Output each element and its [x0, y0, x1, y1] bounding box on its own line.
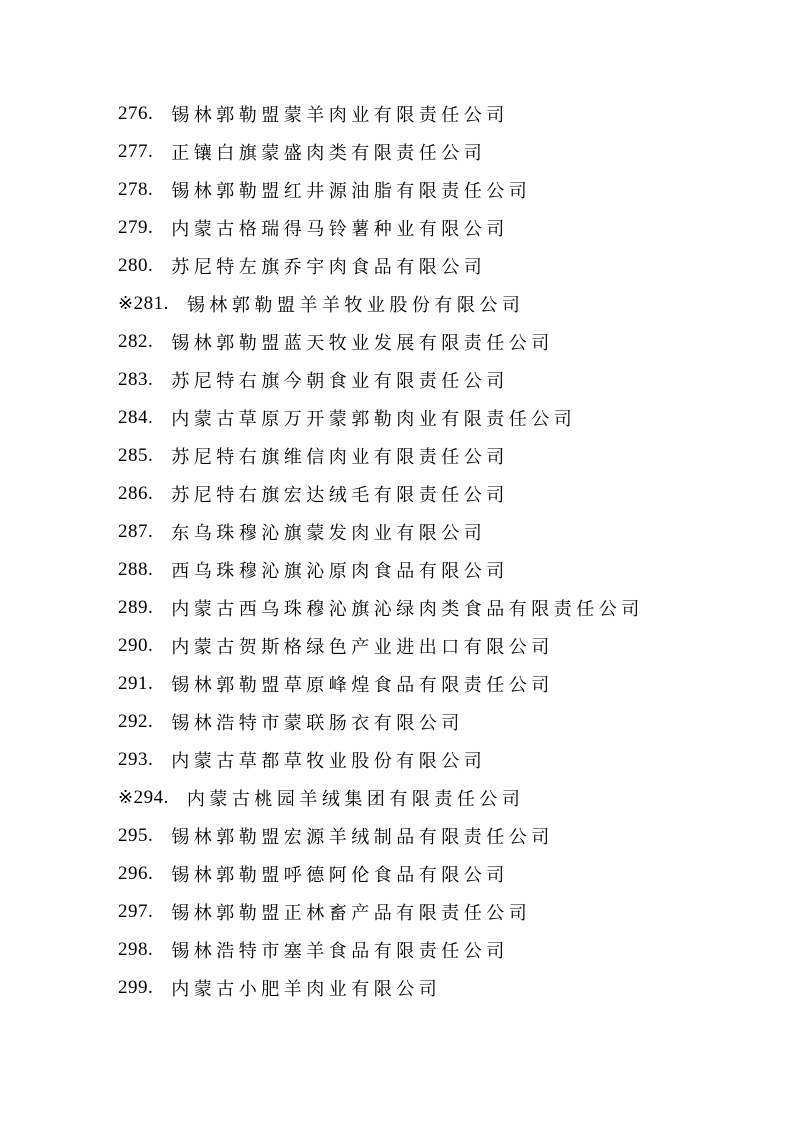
company-name: 内蒙古贺斯格绿色产业进出口有限公司 [171, 637, 554, 657]
item-number-text: 277. [118, 141, 154, 162]
item-number [118, 901, 153, 923]
item-number-text: 299. [118, 977, 154, 998]
item-number-text: 288. [118, 559, 154, 580]
item-number [118, 141, 153, 163]
item-number-text: 298. [118, 939, 154, 960]
list-item [118, 969, 743, 1007]
list-item [118, 437, 743, 475]
item-number [118, 217, 153, 239]
item-number [118, 787, 169, 809]
item-number [118, 559, 153, 581]
item-number [118, 939, 153, 961]
company-name: 内蒙古小肥羊肉业有限公司 [171, 979, 442, 999]
company-name: 内蒙古西乌珠穆沁旗沁绿肉类食品有限责任公司 [171, 599, 644, 619]
item-number [118, 103, 153, 125]
item-number [118, 673, 153, 695]
company-name: 锡林郭勒盟宏源羊绒制品有限责任公司 [171, 827, 554, 847]
company-name: 锡林郭勒盟正林畜产品有限责任公司 [171, 903, 532, 923]
company-name: 锡林郭勒盟红井源油脂有限责任公司 [171, 181, 532, 201]
company-name: 苏尼特右旗维信肉业有限责任公司 [171, 447, 509, 467]
item-number-text: 283. [118, 369, 154, 390]
company-name: 锡林浩特市蒙联肠衣有限公司 [171, 713, 464, 733]
item-number-text: 294. [133, 787, 169, 808]
company-name: 苏尼特左旗乔宇肉食品有限公司 [171, 257, 487, 277]
list-item [118, 133, 743, 171]
list-item [118, 475, 743, 513]
list-item [118, 931, 743, 969]
list-item [118, 361, 743, 399]
item-number [118, 179, 153, 201]
item-marker: ※ [118, 787, 134, 807]
item-number-text: 293. [118, 749, 154, 770]
list-item [118, 855, 743, 893]
item-number-text: 276. [118, 103, 154, 124]
list-item [118, 817, 743, 855]
list-item [118, 665, 743, 703]
list-item [118, 285, 743, 323]
item-number [118, 331, 153, 353]
item-number [118, 483, 153, 505]
list-item [118, 513, 743, 551]
item-number [118, 711, 153, 733]
list-item [118, 551, 743, 589]
item-number [118, 255, 153, 277]
item-number [118, 825, 153, 847]
item-number [118, 293, 169, 315]
company-list [118, 95, 743, 1007]
item-number [118, 597, 153, 619]
item-number [118, 635, 153, 657]
company-name: 内蒙古桃园羊绒集团有限责任公司 [186, 789, 525, 809]
list-item [118, 741, 743, 779]
item-number-text: 289. [118, 597, 154, 618]
item-number-text: 287. [118, 521, 154, 542]
company-name: 内蒙古草原万开蒙郭勒肉业有限责任公司 [171, 409, 577, 429]
company-name: 锡林郭勒盟蓝天牧业发展有限责任公司 [171, 333, 554, 353]
item-number [118, 863, 153, 885]
item-number-text: 286. [118, 483, 154, 504]
company-name: 苏尼特右旗宏达绒毛有限责任公司 [171, 485, 509, 505]
item-number [118, 749, 153, 771]
item-number-text: 291. [118, 673, 154, 694]
list-item [118, 171, 743, 209]
company-name: 苏尼特右旗今朝食业有限责任公司 [171, 371, 509, 391]
item-number [118, 521, 153, 543]
company-name: 锡林郭勒盟羊羊牧业股份有限公司 [186, 295, 525, 315]
item-number-text: 284. [118, 407, 154, 428]
list-item [118, 893, 743, 931]
item-number [118, 977, 153, 999]
item-number [118, 407, 153, 429]
item-number-text: 297. [118, 901, 154, 922]
list-item [118, 399, 743, 437]
list-item [118, 703, 743, 741]
item-number-text: 290. [118, 635, 154, 656]
company-name: 锡林郭勒盟草原峰煌食品有限责任公司 [171, 675, 554, 695]
item-number-text: 281. [133, 293, 169, 314]
company-name: 西乌珠穆沁旗沁原肉食品有限公司 [171, 561, 509, 581]
item-number-text: 282. [118, 331, 154, 352]
list-item [118, 627, 743, 665]
company-name: 锡林郭勒盟蒙羊肉业有限责任公司 [171, 105, 509, 125]
list-item [118, 323, 743, 361]
item-number-text: 296. [118, 863, 154, 884]
list-item [118, 589, 743, 627]
item-number-text: 295. [118, 825, 154, 846]
list-item [118, 779, 743, 817]
list-item [118, 247, 743, 285]
company-name: 锡林郭勒盟呼德阿伦食品有限公司 [171, 865, 509, 885]
item-number-text: 279. [118, 217, 154, 238]
item-marker: ※ [118, 293, 134, 313]
item-number-text: 280. [118, 255, 154, 276]
list-item [118, 95, 743, 133]
company-name: 东乌珠穆沁旗蒙发肉业有限公司 [171, 523, 487, 543]
item-number-text: 285. [118, 445, 154, 466]
company-name: 内蒙古草都草牧业股份有限公司 [171, 751, 487, 771]
item-number-text: 292. [118, 711, 154, 732]
item-number [118, 369, 153, 391]
company-name: 锡林浩特市塞羊食品有限责任公司 [171, 941, 509, 961]
company-name: 正镶白旗蒙盛肉类有限责任公司 [171, 143, 487, 163]
company-name: 内蒙古格瑞得马铃薯种业有限公司 [171, 219, 509, 239]
list-item [118, 209, 743, 247]
item-number [118, 445, 153, 467]
item-number-text: 278. [118, 179, 154, 200]
